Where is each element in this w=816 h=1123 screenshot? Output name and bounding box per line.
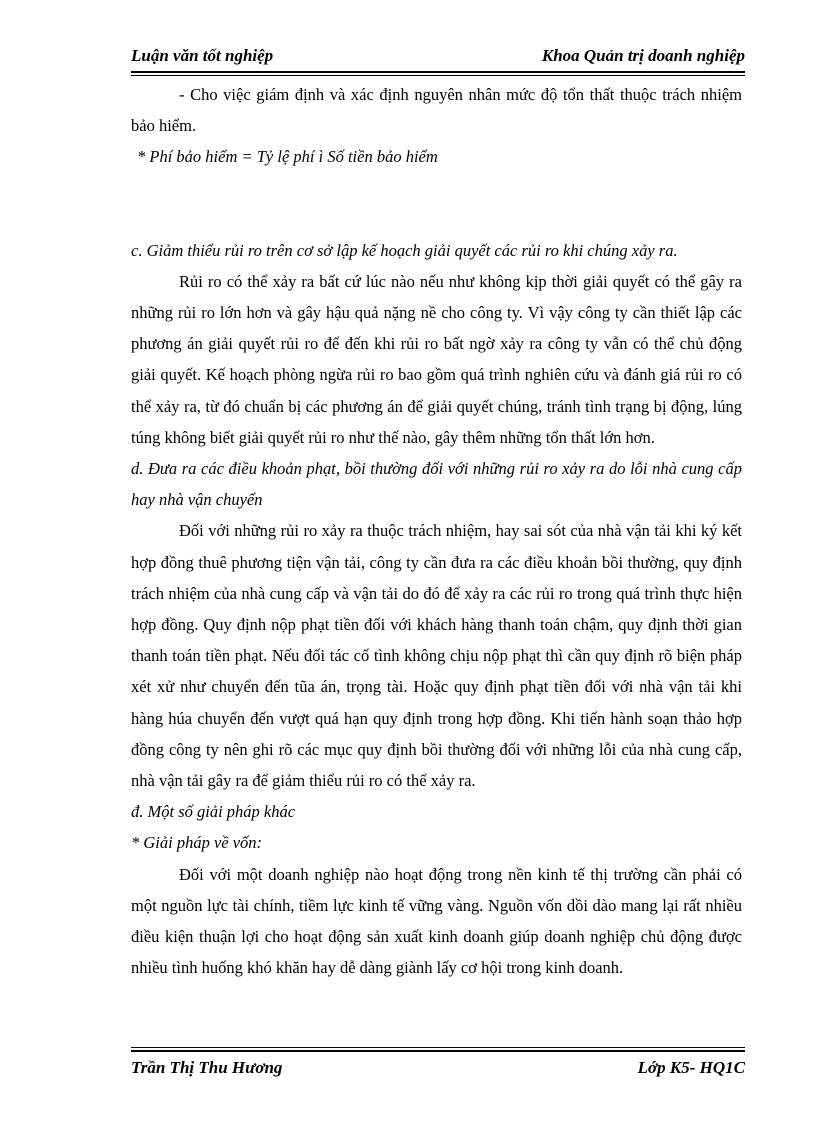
heading-section-dd: đ. Một số giải pháp khác — [131, 802, 296, 822]
premium-formula: * Phí bảo hiểm = Tỷ lệ phí ì Số tiền bảo hiểm — [137, 147, 438, 167]
blank-space — [131, 173, 742, 235]
page-header — [131, 44, 745, 70]
heading-section-c: c. Giảm thiểu rủi ro trên cơ sở lập kế hoạch giải quyết các rủi ro khi chúng xảy ra. — [131, 240, 678, 260]
footer-class: Lớp K5- HQ1C — [637, 1058, 745, 1077]
footer-divider — [131, 1047, 745, 1052]
paragraph-capital: Đối với một doanh nghiệp nào hoạt động trong nền kinh tế thị trường cần phải có một nguồn lực tài chính, tiềm lực kinh tế vững vàng. Nguồn vốn dồi dào mang lại rất nhiều điều kiện thuận lợi cho hoạt động sản xuất kinh doanh giúp doanh nghiệp chủ động được nhiều tình huống khó khăn hay dễ dàng giành lấy cơ hội trong kinh doanh. — [131, 864, 742, 978]
footer-author: Trần Thị Thu Hương — [131, 1058, 283, 1077]
page-footer — [131, 1056, 745, 1082]
page-body — [131, 79, 742, 983]
heading-section-d: d. Đưa ra các điều khoản phạt, bồi thường đối với những rủi ro xảy ra do lỗi nhà cung cấp hay nhà vận chuyển — [131, 459, 742, 510]
paragraph-section-c: Rủi ro có thể xảy ra bất cứ lúc nào nếu như không kịp thời giải quyết có thể gây ra những rủi ro lớn hơn và gây hậu quả nặng nề cho công ty. Vì vậy công ty cần thiết lập các phương án giải quyết rủi ro để đến khi rủi ro bất ngờ xảy ra công ty vẫn có thể chủ động giải quyết. Kế hoạch phòng ngừa rủi ro bao gồm quá trình nghiên cứu và đánh giá rủi ro có thể xảy ra, từ đó chuẩn bị các phương án để giải quyết chúng, tránh tình trạng bị động, lúng túng không biết giải quyết rủi ro như thế nào, gây thêm những tổn thất lớn hơn. — [131, 271, 742, 447]
subheading-capital: * Giải pháp về vốn: — [131, 833, 263, 853]
paragraph-section-d: Đối với những rủi ro xảy ra thuộc trách nhiệm, hay sai sót của nhà vận tải khi ký kết hợp đồng thuê phương tiện vận tải, công ty cần đưa ra các điều khoản bồi thường, quy định trách nhiệm của nhà cung cấp và vận tải do đó để xảy ra các rủi ro trong quá trình thực hiện hợp đồng. Quy định nộp phạt tiền đối với khách hàng thanh toán chậm, quy định thời gian thanh toán tiền phạt. Nếu đối tác cố tình không chịu nộp phạt thì cần quy định rõ biện pháp xét xử như chuyển đến tũa án, trọng tài. Hoặc quy định phạt tiền đối với nhà vận tải khi hàng húa chuyển đến vượt quá hạn quy định trong hợp đồng. Khi tiến hành soạn thảo hợp đồng công ty nên ghi rõ các mục quy định bồi thường đối với những lỗi của nhà cung cấp, nhà vận tải gây ra để giảm thiểu rủi ro có thể xảy ra. — [131, 521, 742, 791]
header-faculty-label: Khoa Quản trị doanh nghiệp — [541, 46, 745, 65]
header-divider — [131, 71, 745, 76]
paragraph-assessment: - Cho việc giám định và xác định nguyên nhân mức độ tổn thất thuộc trách nhiệm bảo hiểm. — [131, 85, 742, 136]
header-thesis-label: Luận văn tốt nghiệp — [131, 46, 274, 65]
